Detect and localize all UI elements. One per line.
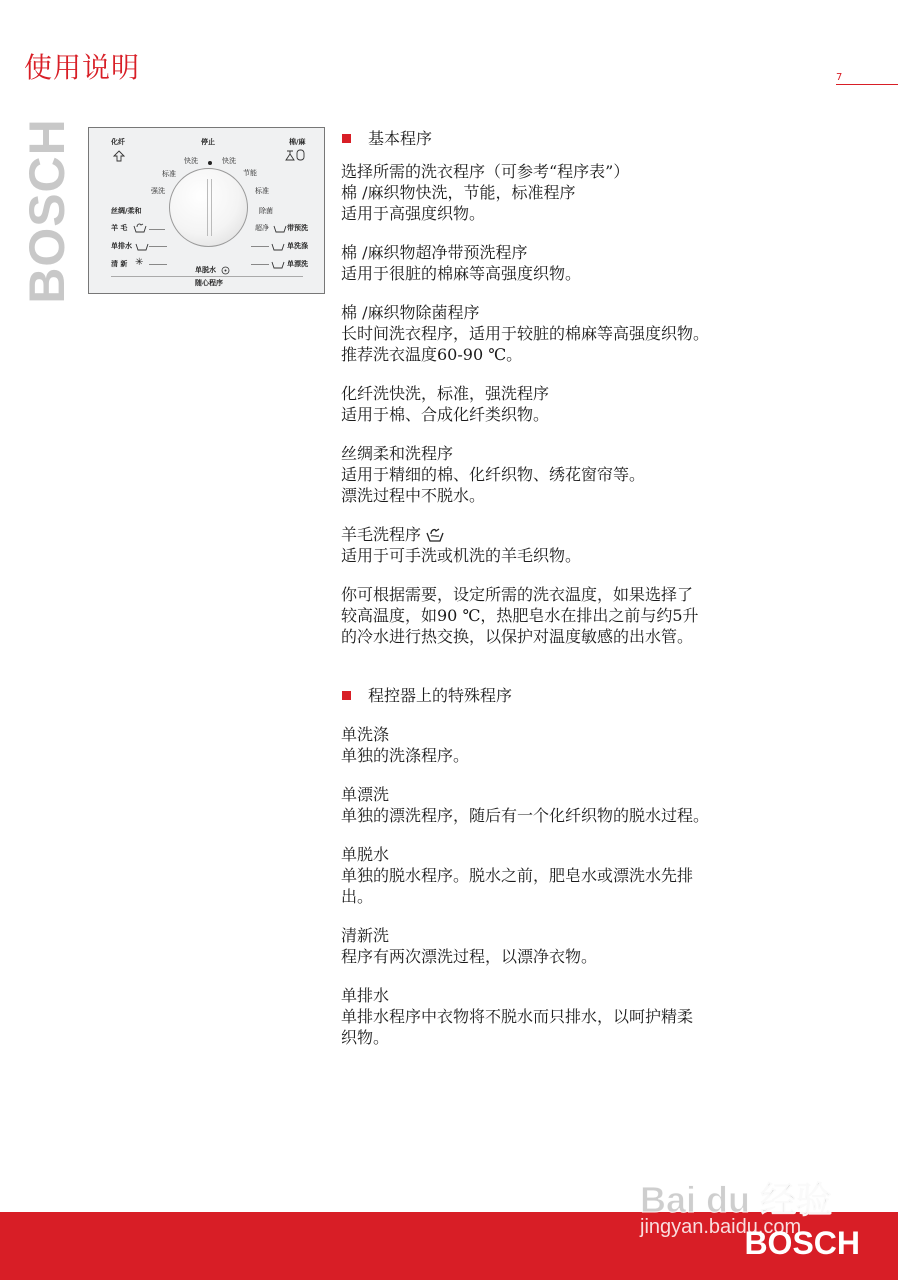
label-strong: 强洗 (151, 187, 165, 195)
label-silk: 丝绸/柔和 (111, 207, 142, 215)
red-square-bullet-icon (342, 134, 351, 143)
paragraph-silk: 丝绸柔和洗程序 适用于精细的棉、化纤织物、绣花窗帘等。 漂洗过程中不脱水。 (341, 444, 646, 505)
label-prewash: 带预洗 (287, 224, 308, 232)
section-heading-basic: 基本程序 (341, 128, 771, 149)
paragraph-cotton-programs: 选择所需的洗衣程序（可参考“程序表”） 棉 /麻织物快洗，节能，标准程序 适用于高强度织物。 (341, 162, 630, 223)
baidu-watermark: Bai du 经验 jingyan.baidu.com (640, 1179, 833, 1238)
label-super-clean: 超净 (255, 224, 269, 232)
paragraph-fresh-wash: 清新洗 程序有两次漂洗过程，以漂净衣物。 (341, 926, 598, 966)
prewash-basin-icon (273, 223, 287, 233)
paragraph-drain: 单排水 单排水程序中衣物将不脱水而只排水，以呵护精柔 织物。 (341, 986, 694, 1047)
spin-icon (221, 266, 230, 275)
program-dial-knob[interactable] (169, 168, 248, 247)
paragraph-single-wash: 单洗涤 单独的洗涤程序。 (341, 725, 470, 765)
label-spin: 单脱水 (195, 266, 216, 274)
label-eco: 节能 (243, 169, 257, 177)
wool-hand-wash-icon (425, 527, 445, 542)
instructions-content (341, 128, 771, 1048)
label-standard-right: 标准 (255, 187, 269, 195)
paragraph-super-clean: 棉 /麻织物超净带预洗程序 适用于很脏的棉麻等高强度织物。 (341, 243, 582, 283)
snowflake-icon: ✳ (135, 257, 144, 268)
single-rinse-basin-icon (271, 259, 285, 269)
page-title: 使用说明 (24, 51, 141, 84)
flask-icon (285, 149, 307, 161)
label-cotton: 棉/麻 (289, 138, 306, 146)
label-quick-right: 快洗 (222, 157, 236, 165)
paragraph-single-spin: 单脱水 单独的脱水程序。脱水之前，肥皂水或漂洗水先排 出。 (341, 845, 694, 906)
section-heading-special: 程控器上的特殊程序 (341, 685, 771, 706)
side-brand-logo: BOSCH (19, 118, 76, 304)
page-number-rule (836, 84, 898, 85)
label-wool: 羊 毛 (111, 224, 128, 232)
label-custom: 随心程序 (195, 279, 223, 287)
paragraph-synthetic: 化纤洗快洗，标准，强洗程序 适用于棉、合成化纤类织物。 (341, 384, 550, 424)
label-single-rinse: 单漂洗 (287, 260, 308, 268)
label-drain: 单排水 (111, 242, 132, 250)
footer-brand-logo: BOSCH (744, 1225, 860, 1261)
label-single-wash: 单洗涤 (287, 242, 308, 250)
single-wash-basin-icon (271, 241, 285, 251)
page-number: 7 (836, 72, 843, 83)
program-dial-panel (88, 127, 325, 294)
label-chemical: 化纤 (111, 138, 125, 146)
arrow-up-icon (113, 150, 125, 162)
label-stop: 停止 (201, 138, 215, 146)
paragraph-wool: 羊毛洗程序 适用于可手洗或机洗的羊毛织物。 (341, 525, 582, 565)
label-sterilize: 除菌 (259, 207, 273, 215)
label-standard-left: 标准 (162, 170, 176, 178)
dial-indicator-dot (208, 161, 212, 165)
label-quick-left: 快洗 (184, 157, 198, 165)
wool-hand-wash-icon (133, 222, 147, 233)
paragraph-single-rinse: 单漂洗 单独的漂洗程序，随后有一个化纤织物的脱水过程。 (341, 785, 710, 825)
drain-basin-icon (135, 241, 149, 251)
paragraph-temperature: 你可根据需要，设定所需的洗衣温度，如果选择了 较高温度，如90 ℃，热肥皂水在排出之前与约5升 的冷水进行热交换，以保护对温度敏感的出水管。 (341, 585, 699, 646)
paragraph-sterilize: 棉 /麻织物除菌程序 长时间洗衣程序，适用于较脏的棉麻等高强度织物。 推荐洗衣温度60-90 ℃。 (341, 303, 710, 364)
label-fresh: 清 新 (111, 260, 128, 268)
red-square-bullet-icon (342, 691, 351, 700)
